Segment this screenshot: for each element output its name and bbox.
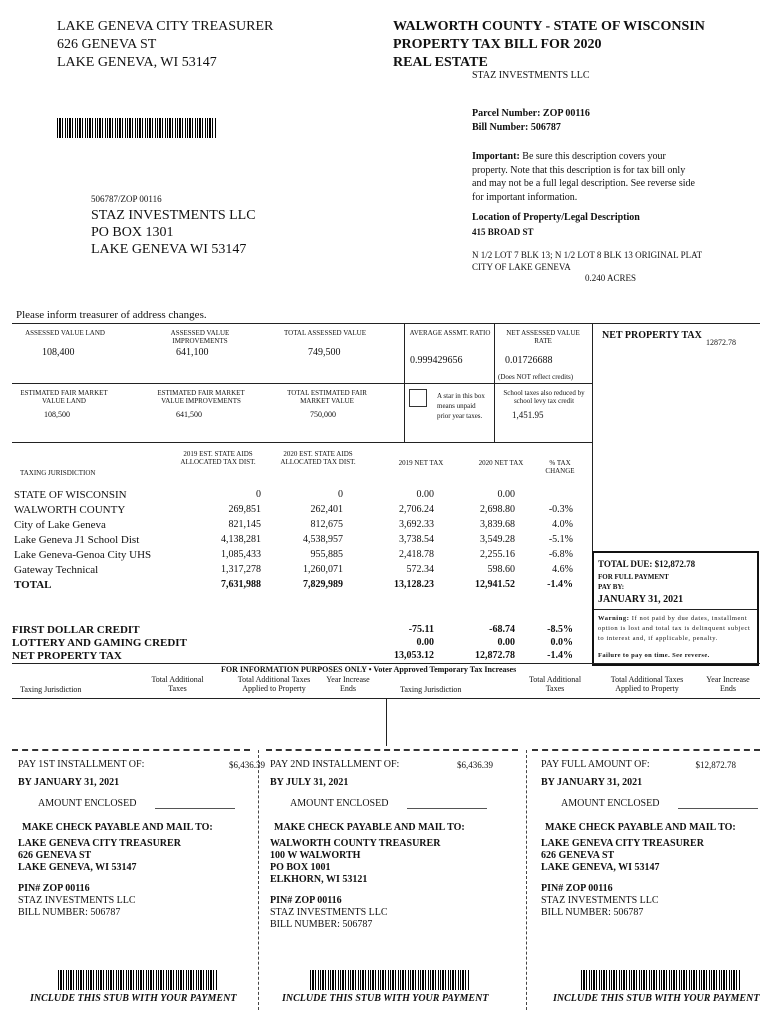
stub-mail-address-line: 626 GENEVA ST — [18, 850, 92, 861]
cell-aid2020: 955,885 — [310, 549, 343, 560]
cell-aid2019: 0 — [256, 489, 261, 500]
info-applied-right: Total Additional Taxes Applied to Property — [610, 675, 684, 693]
total-assessed-label: TOTAL ASSESSED VALUE — [283, 329, 367, 337]
legal-description-1: N 1/2 LOT 7 BLK 13; N 1/2 LOT 8 BLK 13 ORIGINAL PLAT — [472, 250, 703, 260]
fmv-improvements-label: ESTIMATED FAIR MARKET VALUE IMPROVEMENTS — [157, 389, 245, 405]
avg-ratio: 0.999429656 — [410, 355, 463, 366]
fmv-total: 750,000 — [310, 410, 336, 419]
stub-mail-address-line: WALWORTH COUNTY TREASURER — [270, 838, 441, 849]
credit-name: FIRST DOLLAR CREDIT — [12, 624, 140, 636]
mailing-city: LAKE GENEVA WI 53147 — [91, 242, 247, 257]
stub-bill-number: BILL NUMBER: 506787 — [18, 907, 121, 918]
stub-owner: STAZ INVESTMENTS LLC — [270, 907, 388, 918]
bill-value: 506787 — [530, 122, 561, 133]
col-change: % TAX CHANGE — [545, 459, 575, 475]
total-cell-change: -1.4% — [547, 579, 573, 590]
info-jurisdiction-left: Taxing Jurisdiction — [20, 685, 82, 694]
stub-pay-label: PAY 1ST INSTALLMENT OF: — [18, 759, 145, 770]
pay-by-label: PAY BY: — [598, 583, 625, 591]
cell-tax2019: 2,418.78 — [399, 549, 434, 560]
cell-tax2020: 598.60 — [487, 564, 515, 575]
fmv-land: 108,500 — [44, 410, 70, 419]
jurisdiction-name: City of Lake Geneva — [14, 519, 106, 531]
info-year-ends-left: Year Increase Ends — [326, 675, 370, 693]
cell-tax2019: 3,738.54 — [399, 534, 434, 545]
stub-amount: $6,436.39 — [229, 760, 265, 770]
credit-cell-tax2019: 13,053.12 — [394, 650, 434, 661]
treasurer-street: 626 GENEVA ST — [57, 37, 157, 52]
credit-cell-change: -8.5% — [547, 624, 573, 635]
stub-mail-address-line: LAKE GENEVA CITY TREASURER — [18, 838, 181, 849]
stub-payable: MAKE CHECK PAYABLE AND MAIL TO: — [22, 822, 213, 833]
info-jurisdiction-right: Taxing Jurisdiction — [400, 685, 462, 694]
cell-aid2019: 1,085,433 — [221, 549, 261, 560]
credit-name: LOTTERY AND GAMING CREDIT — [12, 637, 187, 649]
cell-tax2019: 2,706.24 — [399, 504, 434, 515]
credit-cell-tax2019: 0.00 — [416, 637, 434, 648]
cell-change: -6.8% — [548, 549, 573, 560]
info-heading: FOR INFORMATION PURPOSES ONLY • Voter Approved Temporary Tax Increases — [221, 665, 517, 674]
cell-change: 4.6% — [552, 564, 573, 575]
stub-barcode — [581, 970, 741, 990]
assessed-improvements-label: ASSESSED VALUE IMPROVEMENTS — [170, 329, 230, 345]
total-cell-aid2019: 7,631,988 — [221, 579, 261, 590]
address-change-note: Please inform treasurer of address changes. — [16, 309, 207, 321]
mailing-ref: 506787/ZOP 00116 — [91, 194, 162, 204]
credit-cell-change: 0.0% — [550, 637, 573, 648]
credit-cell-tax2020: -68.74 — [489, 624, 515, 635]
total-due: TOTAL DUE: $12,872.78 — [598, 559, 696, 569]
info-applied-left: Total Additional Taxes Applied to Property — [237, 675, 311, 693]
parcel-value: ZOP 00116 — [542, 108, 590, 119]
net-rate: 0.01726688 — [505, 355, 553, 366]
stub-include-note: INCLUDE THIS STUB WITH YOUR PAYMENT — [30, 993, 237, 1004]
net-property-tax-label: NET PROPERTY TAX — [602, 330, 702, 341]
total-row-name: TOTAL — [14, 579, 52, 591]
bill-title-line3: REAL ESTATE — [393, 55, 488, 70]
col-tax-2020: 2020 NET TAX — [478, 459, 524, 467]
stub-owner: STAZ INVESTMENTS LLC — [18, 895, 136, 906]
avg-ratio-label: AVERAGE ASSMT. RATIO — [409, 329, 491, 337]
info-total-add-left: Total Additional Taxes — [151, 675, 204, 693]
cell-tax2020: 3,549.28 — [480, 534, 515, 545]
stub-mail-address-line: PO BOX 1001 — [270, 862, 331, 873]
cell-aid2020: 812,675 — [310, 519, 343, 530]
mailing-box: PO BOX 1301 — [91, 225, 174, 240]
col-aid-2020: 2020 EST. STATE AIDS ALLOCATED TAX DIST. — [280, 450, 356, 466]
property-address: 415 BROAD ST — [472, 227, 534, 237]
jurisdiction-name: Lake Geneva J1 School Dist — [14, 534, 140, 546]
cell-aid2019: 821,145 — [228, 519, 261, 530]
stub-pin: PIN# ZOP 00116 — [18, 883, 90, 894]
stub-bill-number: BILL NUMBER: 506787 — [270, 919, 373, 930]
stub-mail-address-line: LAKE GENEVA, WI 53147 — [541, 862, 660, 873]
bill-title-line1: WALWORTH COUNTY - STATE OF WISCONSIN — [393, 19, 705, 34]
cell-aid2020: 262,401 — [310, 504, 343, 515]
net-rate-label: NET ASSESSED VALUE RATE — [506, 329, 580, 345]
star-box-note: A star in this box means unpaid prior year taxes. — [437, 392, 485, 420]
fmv-improvements: 641,500 — [176, 410, 202, 419]
header-owner: STAZ INVESTMENTS LLC — [472, 70, 590, 81]
full-payment-label: FOR FULL PAYMENT — [598, 573, 669, 581]
cell-tax2020: 0.00 — [497, 489, 515, 500]
jurisdiction-name: Lake Geneva-Genoa City UHS — [14, 549, 152, 561]
stub-amount: $12,872.78 — [695, 760, 736, 770]
jurisdiction-name: WALWORTH COUNTY — [14, 504, 126, 516]
cell-aid2020: 1,260,071 — [303, 564, 343, 575]
legal-description-2: CITY OF LAKE GENEVA — [472, 262, 571, 272]
fmv-land-label: ESTIMATED FAIR MARKET VALUE LAND — [20, 389, 108, 405]
jurisdiction-name: STATE OF WISCONSIN — [14, 489, 127, 501]
cell-tax2019: 3,692.33 — [399, 519, 434, 530]
stub-pin: PIN# ZOP 00116 — [541, 883, 613, 894]
stub-bill-number: BILL NUMBER: 506787 — [541, 907, 644, 918]
credit-cell-tax2019: -75.11 — [408, 624, 434, 635]
col-aid-2019: 2019 EST. STATE AIDS ALLOCATED TAX DIST. — [180, 450, 256, 466]
cell-tax2020: 3,839.68 — [480, 519, 515, 530]
cell-change: -5.1% — [548, 534, 573, 545]
net-rate-note: (Does NOT reflect credits) — [498, 373, 574, 381]
failure-note: Failure to pay on time. See reverse. — [598, 652, 710, 659]
assessed-improvements: 641,100 — [176, 347, 209, 358]
stub-amount-enclosed: AMOUNT ENCLOSED — [38, 798, 137, 809]
info-total-add-right: Total Additional Taxes — [528, 675, 582, 693]
assessed-land: 108,400 — [42, 347, 75, 358]
col-jurisdiction: TAXING JURISDICTION — [20, 469, 96, 477]
important-label: Important: — [472, 151, 520, 162]
stub-due-date: BY JULY 31, 2021 — [270, 777, 349, 788]
stub-payable: MAKE CHECK PAYABLE AND MAIL TO: — [274, 822, 465, 833]
stub-mail-address-line: LAKE GENEVA, WI 53147 — [18, 862, 137, 873]
parcel-label: Parcel Number: — [472, 108, 541, 119]
stub-mail-address-line: ELKHORN, WI 53121 — [270, 874, 368, 885]
stub-mail-address-line: 100 W WALWORTH — [270, 850, 361, 861]
cell-change: -0.3% — [548, 504, 573, 515]
cell-aid2019: 1,317,278 — [221, 564, 261, 575]
stub-pin: PIN# ZOP 00116 — [270, 895, 342, 906]
total-cell-tax2019: 13,128.23 — [394, 579, 434, 590]
cell-tax2019: 0.00 — [416, 489, 434, 500]
col-tax-2019: 2019 NET TAX — [398, 459, 444, 467]
stub-mail-address-line: LAKE GENEVA CITY TREASURER — [541, 838, 704, 849]
stub-amount-enclosed: AMOUNT ENCLOSED — [290, 798, 389, 809]
cell-aid2020: 4,538,957 — [303, 534, 343, 545]
stub-amount-enclosed: AMOUNT ENCLOSED — [561, 798, 660, 809]
stub-owner: STAZ INVESTMENTS LLC — [541, 895, 659, 906]
total-cell-aid2020: 7,829,989 — [303, 579, 343, 590]
amount-enclosed-field[interactable] — [678, 808, 758, 809]
info-year-ends-right: Year Increase Ends — [706, 675, 750, 693]
location-heading: Location of Property/Legal Description — [472, 212, 640, 223]
warning-label: Warning: — [598, 615, 630, 622]
cell-tax2020: 2,698.80 — [480, 504, 515, 515]
treasurer-city: LAKE GENEVA, WI 53147 — [57, 55, 217, 70]
warning-text: If not paid by due dates, installment option is lost and total tax is delinquent subject to interest and, if applicable, penalty. — [598, 615, 751, 642]
stub-due-date: BY JANUARY 31, 2021 — [541, 777, 643, 788]
cell-tax2020: 2,255.16 — [480, 549, 515, 560]
stub-mail-address-line: 626 GENEVA ST — [541, 850, 615, 861]
jurisdiction-name: Gateway Technical — [14, 564, 99, 576]
cell-aid2020: 0 — [338, 489, 343, 500]
stub-include-note: INCLUDE THIS STUB WITH YOUR PAYMENT — [282, 993, 489, 1004]
stub-due-date: BY JANUARY 31, 2021 — [18, 777, 120, 788]
school-credit-label: School taxes also reduced by school levy tax credit — [503, 389, 585, 405]
stub-payable: MAKE CHECK PAYABLE AND MAIL TO: — [545, 822, 736, 833]
stub-pay-label: PAY 2ND INSTALLMENT OF: — [270, 759, 400, 770]
cell-tax2019: 572.34 — [406, 564, 434, 575]
stub-include-note: INCLUDE THIS STUB WITH YOUR PAYMENT — [553, 993, 760, 1004]
assessed-land-label: ASSESSED VALUE LAND — [25, 329, 105, 337]
cell-aid2019: 4,138,281 — [221, 534, 261, 545]
school-credit: 1,451.95 — [512, 410, 544, 420]
important-text: Be sure this description covers your property. Note that this description is for tax bill only and may not be a full legal description. See reverse side for important information. — [472, 151, 695, 203]
total-assessed: 749,500 — [308, 347, 341, 358]
credit-cell-tax2020: 12,872.78 — [475, 650, 515, 661]
treasurer-name: LAKE GENEVA CITY TREASURER — [57, 19, 274, 34]
cell-change: 4.0% — [552, 519, 573, 530]
acres: 0.240 ACRES — [585, 273, 637, 283]
bill-title-line2: PROPERTY TAX BILL FOR 2020 — [393, 37, 602, 52]
stub-amount: $6,436.39 — [457, 760, 493, 770]
fmv-total-label: TOTAL ESTIMATED FAIR MARKET VALUE — [287, 389, 367, 405]
credit-cell-change: -1.4% — [547, 650, 573, 661]
bill-label: Bill Number: — [472, 122, 529, 133]
net-property-tax-value: 12872.78 — [706, 338, 736, 347]
credit-cell-tax2020: 0.00 — [497, 637, 515, 648]
total-cell-tax2020: 12,941.52 — [475, 579, 515, 590]
pay-by-date: JANUARY 31, 2021 — [598, 594, 684, 605]
credit-name: NET PROPERTY TAX — [12, 650, 122, 662]
cell-aid2019: 269,851 — [228, 504, 261, 515]
mailing-name: STAZ INVESTMENTS LLC — [91, 208, 256, 223]
stub-pay-label: PAY FULL AMOUNT OF: — [541, 759, 650, 770]
